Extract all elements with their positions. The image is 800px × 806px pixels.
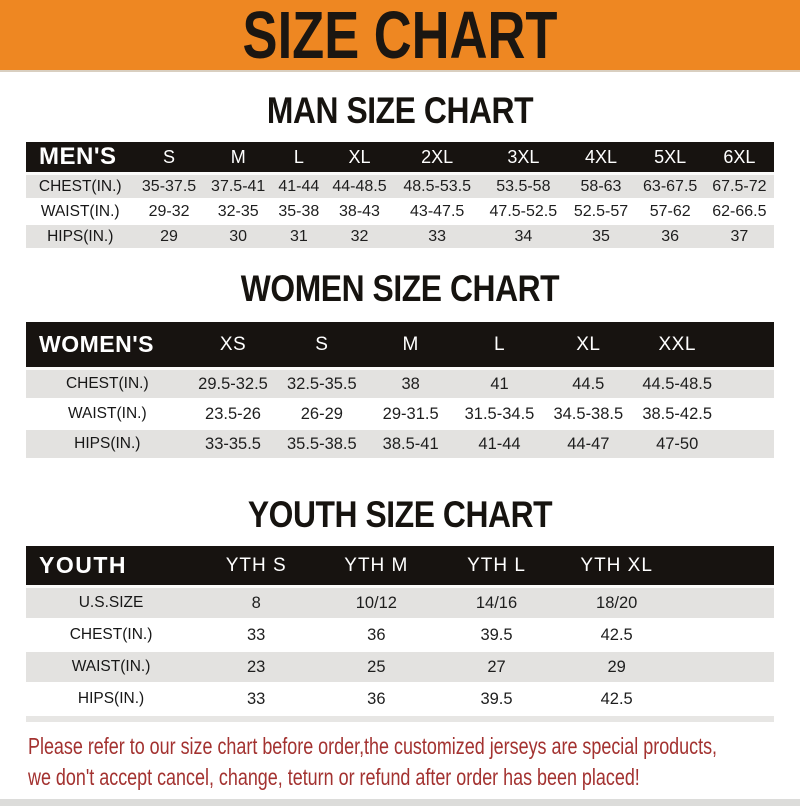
measurement-value: 58-63 [566, 175, 635, 200]
measurement-value: 38-43 [325, 200, 394, 225]
section-men [0, 92, 800, 250]
spacer-cell [677, 684, 774, 716]
measurement-value: 29 [557, 652, 677, 684]
measurement-value: 39.5 [436, 684, 556, 716]
table-corner-label: WOMEN'S [26, 322, 189, 370]
measurement-value: 33 [196, 684, 316, 716]
measurement-row [26, 620, 774, 652]
footer-note [28, 731, 800, 793]
section-youth [0, 496, 800, 716]
measurement-value: 32.5-35.5 [277, 370, 366, 400]
measurement-value: 26-29 [277, 400, 366, 430]
table-corner-label: YOUTH [26, 546, 196, 588]
measurement-value: 18/20 [557, 588, 677, 620]
size-column-header: 2XL [394, 142, 480, 175]
measurement-value: 41-44 [273, 175, 325, 200]
measurement-value: 43-47.5 [394, 200, 480, 225]
measurement-value: 35.5-38.5 [277, 430, 366, 460]
measurement-value: 47-50 [633, 430, 722, 460]
banner [0, 0, 800, 72]
measurement-value: 36 [636, 225, 705, 250]
measurement-value: 44-47 [544, 430, 633, 460]
measurement-value: 38.5-42.5 [633, 400, 722, 430]
measurement-row [26, 400, 774, 430]
measurement-value: 44.5 [544, 370, 633, 400]
spacer-cell [677, 652, 774, 684]
measurement-value: 62-66.5 [705, 200, 774, 225]
size-column-header: 4XL [566, 142, 635, 175]
measurement-value: 33-35.5 [189, 430, 278, 460]
measurement-row [26, 225, 774, 250]
measurement-value: 32-35 [204, 200, 273, 225]
measurement-value: 29-32 [134, 200, 203, 225]
measurement-value: 37.5-41 [204, 175, 273, 200]
measurement-value: 63-67.5 [636, 175, 705, 200]
size-column-header: M [204, 142, 273, 175]
row-label: WAIST(IN.) [26, 400, 189, 430]
row-label: WAIST(IN.) [26, 652, 196, 684]
measurement-row [26, 175, 774, 200]
measurement-value: 23 [196, 652, 316, 684]
youth-heading: YOUTH SIZE CHART [247, 494, 553, 535]
measurement-value: 32 [325, 225, 394, 250]
size-table-header-row [26, 546, 774, 588]
measurement-row [26, 200, 774, 225]
measurement-row [26, 588, 774, 620]
measurement-value: 29-31.5 [366, 400, 455, 430]
measurement-value: 53.5-58 [480, 175, 566, 200]
size-column-header: XL [325, 142, 394, 175]
youth-size-table [26, 546, 774, 716]
measurement-value: 14/16 [436, 588, 556, 620]
size-column-header: 6XL [705, 142, 774, 175]
women-table-wrap [26, 322, 774, 460]
spacer-cell [677, 546, 774, 588]
row-label: CHEST(IN.) [26, 175, 134, 200]
size-column-header: S [134, 142, 203, 175]
measurement-value: 42.5 [557, 684, 677, 716]
measurement-value: 8 [196, 588, 316, 620]
row-label: CHEST(IN.) [26, 370, 189, 400]
row-label: U.S.SIZE [26, 588, 196, 620]
measurement-value: 31 [273, 225, 325, 250]
measurement-value: 31.5-34.5 [455, 400, 544, 430]
size-column-header: YTH M [316, 546, 436, 588]
measurement-value: 35 [566, 225, 635, 250]
table-bottom-divider [26, 716, 774, 722]
spacer-cell [677, 588, 774, 620]
measurement-value: 27 [436, 652, 556, 684]
measurement-value: 25 [316, 652, 436, 684]
measurement-value: 35-38 [273, 200, 325, 225]
measurement-value: 10/12 [316, 588, 436, 620]
size-table-header-row [26, 322, 774, 370]
measurement-value: 47.5-52.5 [480, 200, 566, 225]
men-table-wrap [26, 142, 774, 250]
size-column-header: L [455, 322, 544, 370]
women-size-table [26, 322, 774, 460]
measurement-value: 38 [366, 370, 455, 400]
measurement-row [26, 430, 774, 460]
measurement-value: 34 [480, 225, 566, 250]
measurement-value: 30 [204, 225, 273, 250]
footer-line-2: we don't accept cancel, change, teturn or refund after order has been placed! [28, 764, 640, 790]
measurement-value: 42.5 [557, 620, 677, 652]
section-women [0, 270, 800, 460]
size-column-header: YTH S [196, 546, 316, 588]
row-label: HIPS(IN.) [26, 684, 196, 716]
measurement-value: 44-48.5 [325, 175, 394, 200]
women-heading: WOMEN SIZE CHART [240, 268, 560, 309]
size-table-header-row [26, 142, 774, 175]
measurement-row [26, 684, 774, 716]
men-size-table [26, 142, 774, 250]
measurement-value: 39.5 [436, 620, 556, 652]
row-label: HIPS(IN.) [26, 430, 189, 460]
measurement-value: 41 [455, 370, 544, 400]
measurement-value: 29 [134, 225, 203, 250]
measurement-value: 48.5-53.5 [394, 175, 480, 200]
measurement-value: 36 [316, 684, 436, 716]
size-column-header: XS [189, 322, 278, 370]
measurement-value: 67.5-72 [705, 175, 774, 200]
size-column-header: 3XL [480, 142, 566, 175]
size-column-header: YTH XL [557, 546, 677, 588]
measurement-row [26, 652, 774, 684]
size-column-header: M [366, 322, 455, 370]
spacer-cell [677, 620, 774, 652]
measurement-value: 57-62 [636, 200, 705, 225]
size-column-header: 5XL [636, 142, 705, 175]
size-column-header: XL [544, 322, 633, 370]
size-column-header: L [273, 142, 325, 175]
size-column-header: XXL [633, 322, 722, 370]
row-label: HIPS(IN.) [26, 225, 134, 250]
table-corner-label: MEN'S [26, 142, 134, 175]
men-heading: MAN SIZE CHART [266, 90, 534, 131]
bottom-edge-band [0, 799, 800, 806]
measurement-value: 34.5-38.5 [544, 400, 633, 430]
measurement-value: 29.5-32.5 [189, 370, 278, 400]
measurement-value: 33 [394, 225, 480, 250]
measurement-value: 44.5-48.5 [633, 370, 722, 400]
measurement-value: 38.5-41 [366, 430, 455, 460]
measurement-value: 36 [316, 620, 436, 652]
row-label: CHEST(IN.) [26, 620, 196, 652]
measurement-value: 37 [705, 225, 774, 250]
measurement-value: 35-37.5 [134, 175, 203, 200]
size-column-header: YTH L [436, 546, 556, 588]
measurement-value: 23.5-26 [189, 400, 278, 430]
banner-title: SIZE CHART [242, 0, 558, 73]
measurement-value: 33 [196, 620, 316, 652]
spacer-cell [722, 400, 774, 430]
spacer-cell [722, 430, 774, 460]
row-label: WAIST(IN.) [26, 200, 134, 225]
youth-table-wrap [26, 546, 774, 716]
footer-line-1: Please refer to our size chart before order,the customized jerseys are special products, [28, 733, 718, 759]
spacer-cell [722, 370, 774, 400]
measurement-row [26, 370, 774, 400]
measurement-value: 41-44 [455, 430, 544, 460]
size-column-header: S [277, 322, 366, 370]
measurement-value: 52.5-57 [566, 200, 635, 225]
spacer-cell [722, 322, 774, 370]
